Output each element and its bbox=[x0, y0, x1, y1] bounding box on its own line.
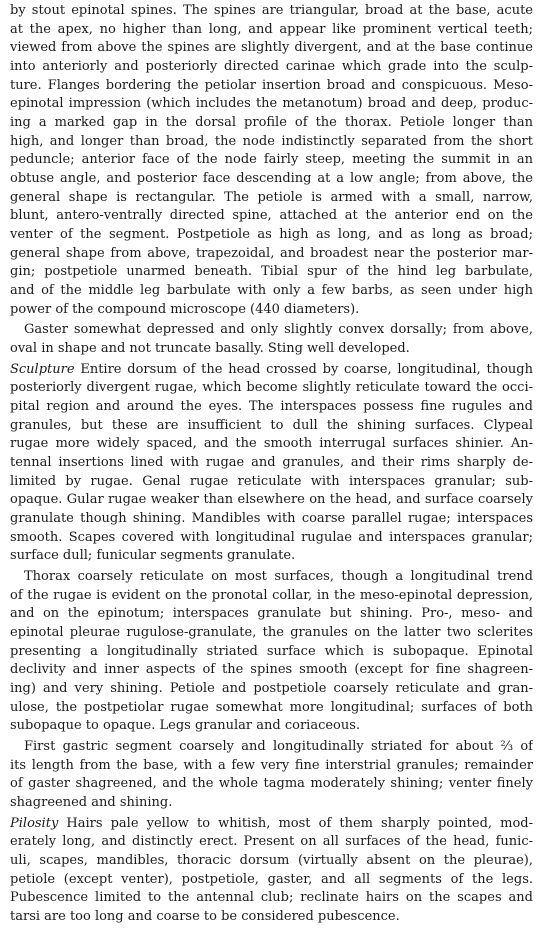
text-line: opaque. Gular rugae weaker than elsewhere on the head, and surface coarsely bbox=[10, 492, 533, 508]
text-line: peduncle; anterior face of the node fairly steep, meeting the summit in an bbox=[10, 152, 533, 168]
text-line-sculpture bbox=[10, 361, 533, 379]
text-line: of the rugae is evident on the pronotal collar, in the meso-epinotal depression, bbox=[10, 587, 533, 603]
text-line: into anteriorly and posteriorly directed carinae which grade into the sculp- bbox=[10, 58, 533, 74]
text-line: ing a marked gap in the dorsal profile of the thorax. Petiole longer than bbox=[10, 114, 533, 130]
text-line: ture. Flanges bordering the petiolar insertion broad and conspicuous. Meso- bbox=[10, 77, 533, 93]
text-line-pilosity bbox=[10, 815, 533, 833]
text-line: oval in shape and not truncate basally. Sting well developed. bbox=[10, 341, 410, 357]
text-line: rugae more widely spaced, and the smooth interrugal surfaces shinier. An- bbox=[10, 436, 533, 452]
text-line: high, and longer than broad, the node indistinctly separated from the short bbox=[10, 133, 533, 149]
text-line: blunt, antero-ventrally directed spine, attached at the anterior end on the bbox=[10, 208, 533, 224]
text-line: and of the middle leg barbulate with only a few barbs, as seen under high bbox=[10, 283, 533, 299]
text-line: tarsi are too long and coarse to be considered pubescence. bbox=[10, 909, 400, 924]
text-line: venter of the segment. Postpetiole as high as long, and as long as broad; bbox=[10, 227, 533, 243]
text-line: epinotal impression (which includes the metanotum) broad and deep, produc- bbox=[10, 96, 533, 112]
text-line: pital region and around the eyes. The interspaces possess fine rugules and bbox=[10, 398, 533, 414]
text-line: posteriorly divergent rugae, which become slightly reticulate toward the occi- bbox=[10, 380, 533, 396]
text-line: granules, but these are insufficient to dull the shining surfaces. Clypeal bbox=[10, 417, 533, 433]
text-line: ulose, the postpetiolar rugae somewhat more longitudinal; surfaces of both bbox=[10, 699, 533, 715]
text-line: Gaster somewhat depressed and only slightly convex dorsally; from above, bbox=[24, 322, 533, 338]
text-line: epinotal pleurae rugulose-granulate, the granules on the latter two sclerites bbox=[10, 625, 533, 641]
text-line: petiole (except venter), postpetiole, gaster, and all segments of the legs. bbox=[10, 871, 533, 887]
text-line: First gastric segment coarsely and longitudinally striated for about ⅔ of bbox=[24, 738, 533, 754]
text-line: general shape is rectangular. The petiole is armed with a small, narrow, bbox=[10, 189, 533, 205]
text-line: its length from the base, with a few very fine interstrial granules; remainder bbox=[10, 757, 533, 773]
text-line: Pubescence limited to the antennal club; reclinate hairs on the scapes and bbox=[10, 890, 533, 906]
pilosity-heading: Pilosity bbox=[10, 815, 59, 831]
text-line: by stout epinotal spines. The spines are triangular, broad at the base, acute bbox=[10, 2, 533, 18]
text-line: and on the epinotum; interspaces granulate but shining. Pro-, meso- and bbox=[10, 606, 533, 622]
text-line: granulate though shining. Mandibles with coarse parallel rugae; interspaces bbox=[10, 511, 533, 527]
text-line: uli, scapes, mandibles, thoracic dorsum (virtually absent on the pleurae), bbox=[10, 852, 533, 868]
text-line: erately long, and distinctly erect. Present on all surfaces of the head, funic- bbox=[10, 834, 533, 850]
sculpture-heading: Sculpture bbox=[10, 361, 75, 377]
text-line: of gaster shagreened, and the whole tagma moderately shining; venter finely bbox=[10, 776, 533, 792]
text-line: Thorax coarsely reticulate on most surfaces, though a longitudinal trend bbox=[24, 568, 533, 584]
text-line: presenting a longitudinally striated surface which is subopaque. Epinotal bbox=[10, 643, 533, 659]
text-line: surface dull; funicular segments granulate. bbox=[10, 548, 296, 564]
text-line: viewed from above the spines are slightly divergent, and at the base continue bbox=[10, 40, 533, 56]
text-line: declivity and inner aspects of the spines smooth (except for fine shagreen- bbox=[10, 662, 533, 678]
text-line: gin; postpetiole unarmed beneath. Tibial spur of the hind leg barbulate, bbox=[10, 264, 533, 280]
text-line: at the apex, no higher than long, and appear like prominent vertical teeth; bbox=[10, 21, 533, 37]
text-run: Hairs pale yellow to whitish, most of them sharply pointed, mod- bbox=[66, 815, 533, 831]
text-line: general shape from above, trapezoidal, and broadest near the posterior mar- bbox=[10, 245, 533, 261]
text-line: power of the compound microscope (440 diameters). bbox=[10, 301, 360, 317]
text-line: shagreened and shining. bbox=[10, 795, 173, 811]
text-line: obtuse angle, and posterior face descending at a low angle; from above, the bbox=[10, 171, 533, 187]
text-line: subopaque to opaque. Legs granular and coriaceous. bbox=[10, 718, 361, 734]
text-line: tennal insertions lined with rugae and granules, and their rims sharply de- bbox=[10, 455, 533, 470]
text-run: Entire dorsum of the head crossed by coarse, longitudinal, though bbox=[80, 361, 533, 377]
text-line: limited by rugae. Genal rugae reticulate with interspaces granular; sub- bbox=[10, 473, 533, 489]
text-line: ing) and very shining. Petiole and postpetiole coarsely reticulate and gran- bbox=[10, 681, 533, 697]
text-line: smooth. Scapes covered with longitudinal rugulae and interspaces granular; bbox=[10, 529, 533, 545]
